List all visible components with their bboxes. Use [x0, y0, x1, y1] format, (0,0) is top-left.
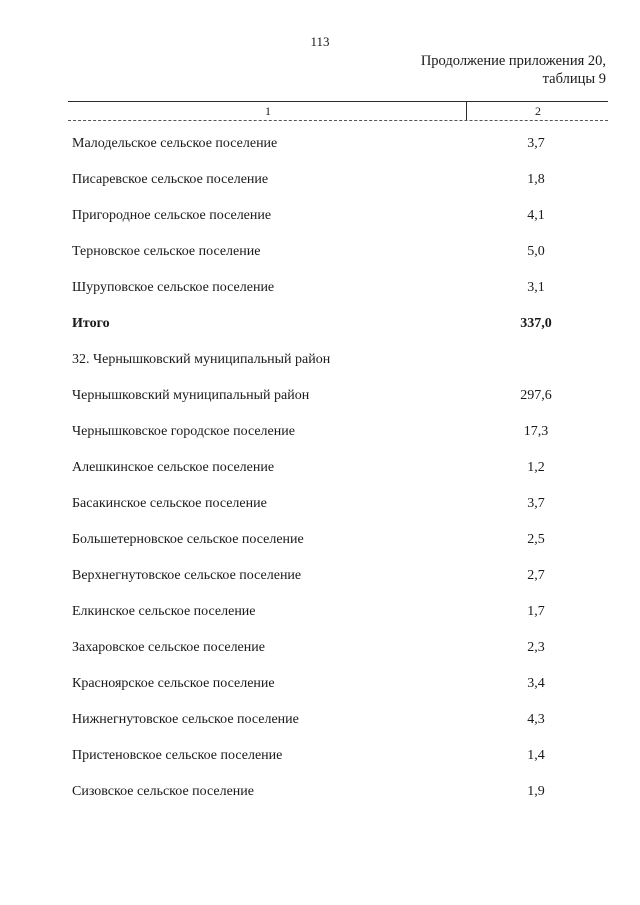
row-name: Писаревское сельское поселение — [72, 172, 269, 187]
row-name: Пристеновское сельское поселение — [72, 748, 283, 763]
row-name: Пригородное сельское поселение — [72, 208, 272, 223]
row-value: 2,7 — [527, 568, 545, 583]
row-value: 1,9 — [527, 784, 545, 799]
row-value: 1,8 — [527, 172, 545, 187]
table-row — [0, 416, 640, 452]
row-name: 32. Чернышковский муниципальный район — [72, 352, 331, 367]
row-name: Чернышковский муниципальный район — [72, 388, 310, 403]
table-body — [0, 128, 640, 812]
continuation-line-2: таблицы 9 — [542, 71, 606, 87]
table-row — [0, 704, 640, 740]
header-column-2: 2 — [535, 104, 541, 118]
table-row — [0, 740, 640, 776]
table-row — [0, 128, 640, 164]
table-row — [0, 596, 640, 632]
row-name: Шуруповское сельское поселение — [72, 280, 275, 295]
table-row — [0, 776, 640, 812]
row-value: 4,3 — [527, 712, 545, 727]
row-name: Верхнегнутовское сельское поселение — [72, 568, 302, 583]
continuation-note — [421, 52, 606, 88]
row-name: Сизовское сельское поселение — [72, 784, 254, 799]
row-value: 17,3 — [523, 424, 549, 439]
row-name: Итого — [72, 316, 110, 331]
row-name: Захаровское сельское поселение — [72, 640, 265, 655]
row-name: Большетерновское сельское поселение — [72, 532, 304, 547]
header-column-1: 1 — [265, 104, 271, 118]
table-row — [0, 236, 640, 272]
row-name: Нижнегнутовское сельское поселение — [72, 712, 299, 727]
page-number: 113 — [310, 34, 330, 49]
table-row — [0, 380, 640, 416]
row-value: 4,1 — [527, 208, 545, 223]
row-name: Басакинское сельское поселение — [72, 496, 267, 511]
header-divider — [466, 102, 467, 120]
table-row — [0, 452, 640, 488]
row-value: 1,4 — [527, 748, 545, 763]
row-value: 3,7 — [527, 136, 545, 151]
row-name: Терновское сельское поселение — [72, 244, 261, 259]
row-name: Чернышковское городское поселение — [72, 424, 295, 439]
row-value: 1,2 — [527, 460, 545, 475]
table-row — [0, 632, 640, 668]
table-row — [0, 488, 640, 524]
row-value: 2,3 — [527, 640, 545, 655]
table-row — [0, 272, 640, 308]
table-header — [68, 101, 608, 121]
row-name: Елкинское сельское поселение — [72, 604, 256, 619]
table-row — [0, 560, 640, 596]
row-value: 3,1 — [527, 280, 545, 295]
row-value: 337,0 — [520, 316, 552, 331]
row-value: 2,5 — [527, 532, 545, 547]
row-name: Малодельское сельское поселение — [72, 136, 278, 151]
row-value: 3,7 — [527, 496, 545, 511]
table-row — [0, 308, 640, 344]
table-row — [0, 344, 640, 380]
row-name: Алешкинское сельское поселение — [72, 460, 275, 475]
continuation-line-1: Продолжение приложения 20, — [420, 53, 606, 69]
table-row — [0, 164, 640, 200]
table-row — [0, 668, 640, 704]
row-value: 1,7 — [527, 604, 545, 619]
row-value: 297,6 — [520, 388, 552, 403]
row-value: 3,4 — [527, 676, 545, 691]
row-value: 5,0 — [527, 244, 545, 259]
row-name: Красноярское сельское поселение — [72, 676, 275, 691]
table-row — [0, 200, 640, 236]
table-row — [0, 524, 640, 560]
